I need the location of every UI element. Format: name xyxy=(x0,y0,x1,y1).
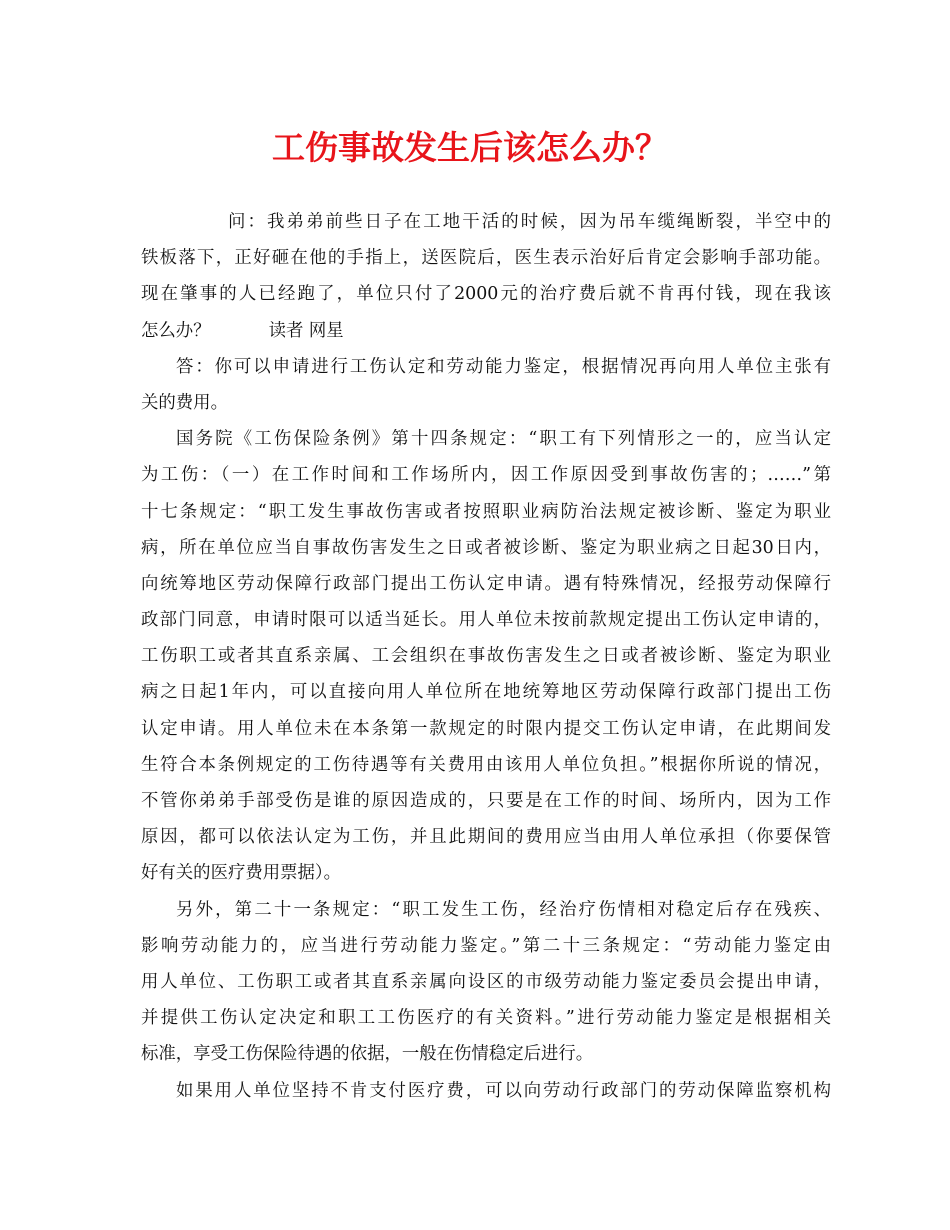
text-line: 十七条规定：“职工发生事故伤害或者按照职业病防治法规定被诊断、鉴定为职业 xyxy=(141,501,831,522)
question-paragraph xyxy=(141,204,831,349)
text-line: 铁板落下，正好砸在他的手指上，送医院后，医生表示治好后肯定会影响手部功能。 xyxy=(141,248,831,269)
document-title: 工伤事故发生后该怎么办？ xyxy=(272,128,668,167)
text-line: 用人单位、工伤职工或者其直系亲属向设区的市级劳动能力鉴定委员会提出申请， xyxy=(141,971,831,992)
text-line: 病，所在单位应当自事故伤害发生之日或者被诊断、鉴定为职业病之日起30日内， xyxy=(141,537,831,558)
text-line-with-signature xyxy=(141,313,831,349)
text-line: 好有关的医疗费用票据）。 xyxy=(141,863,341,884)
text-line: 怎么办？ xyxy=(141,320,211,341)
text-line: 工伤职工或者其直系亲属、工会组织在事故伤害发生之日或者被诊断、鉴定为职业 xyxy=(141,646,831,667)
text-line: 为工伤：（一）在工作时间和工作场所内，因工作原因受到事故伤害的；……”第 xyxy=(141,465,831,486)
document-body xyxy=(141,204,831,1109)
refusal-paragraph xyxy=(141,1073,831,1109)
text-line: 影响劳动能力的，应当进行劳动能力鉴定。”第二十三条规定：“劳动能力鉴定由 xyxy=(141,935,831,956)
text-line: 不管你弟弟手部受伤是谁的原因造成的，只要是在工作的时间、场所内，因为工作 xyxy=(141,791,831,811)
answer-paragraph xyxy=(141,349,831,421)
text-line: 政部门同意，申请时限可以适当延长。用人单位未按前款规定提出工伤认定申请的， xyxy=(141,610,831,631)
text-line: 另外，第二十一条规定：“职工发生工伤，经治疗伤情相对稳定后存在残疾、 xyxy=(176,899,831,920)
text-line: 病之日起1年内，可以直接向用人单位所在地统筹地区劳动保障行政部门提出工伤 xyxy=(141,682,831,703)
reader-signature: 读者 网星 xyxy=(268,320,344,341)
text-line: 标准，享受工伤保险待遇的依据，一般在伤情稳定后进行。 xyxy=(141,1044,594,1065)
text-line: 生符合本条例规定的工伤待遇等有关费用由该用人单位负担。”根据你所说的情况， xyxy=(141,754,831,775)
text-line: 答：你可以申请进行工伤认定和劳动能力鉴定，根据情况再向用人单位主张有 xyxy=(176,356,831,377)
text-line: 认定申请。用人单位未在本条第一款规定的时限内提交工伤认定申请，在此期间发 xyxy=(141,718,831,739)
text-line: 问：我弟弟前些日子在工地干活的时候，因为吊车缆绳断裂，半空中的 xyxy=(228,212,831,232)
regulations-paragraph xyxy=(141,421,831,891)
text-line: 国务院《工伤保险条例》第十四条规定：“职工有下列情形之一的，应当认定 xyxy=(176,429,831,450)
text-line: 如果用人单位坚持不肯支付医疗费，可以向劳动行政部门的劳动保障监察机构 xyxy=(176,1080,831,1101)
text-line: 向统筹地区劳动保障行政部门提出工伤认定申请。遇有特殊情况，经报劳动保障行 xyxy=(141,573,831,594)
assessment-paragraph xyxy=(141,892,831,1073)
text-line: 现在肇事的人已经跑了，单位只付了2000元的治疗费后就不肯再付钱，现在我该 xyxy=(141,284,831,305)
text-line: 并提供工伤认定决定和职工工伤医疗的有关资料。”进行劳动能力鉴定是根据相关 xyxy=(141,1008,831,1029)
text-line: 关的费用。 xyxy=(141,392,228,413)
text-line: 原因，都可以依法认定为工伤，并且此期间的费用应当由用人单位承担（你要保管 xyxy=(141,827,831,848)
